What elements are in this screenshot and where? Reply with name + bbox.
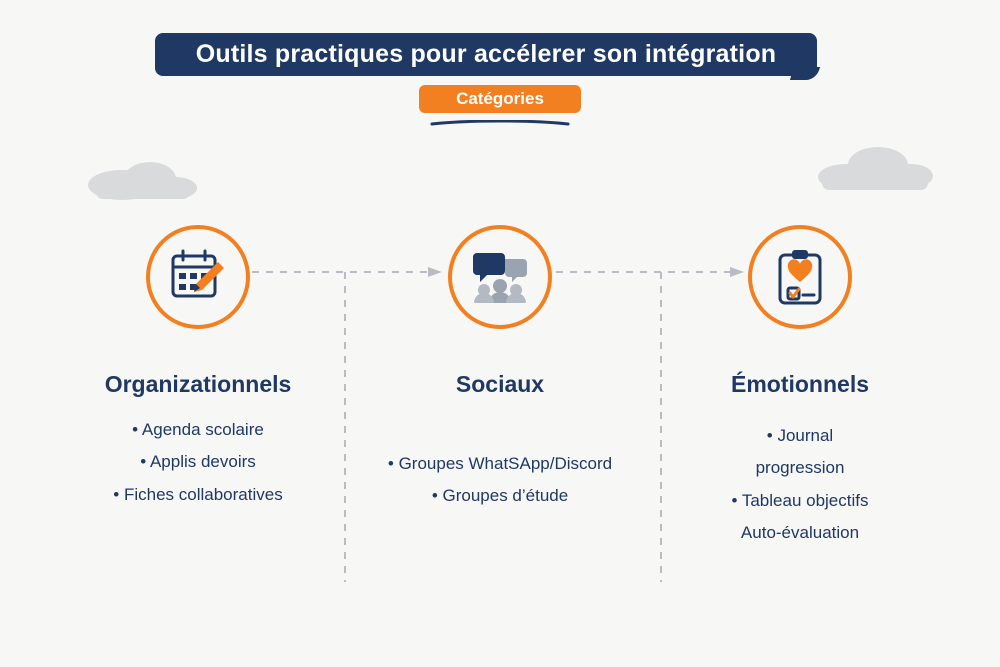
column-title: Émotionnels — [730, 371, 869, 397]
calendar-pencil-icon — [146, 225, 250, 329]
group-chat-icon — [448, 225, 552, 329]
list-item: • Journal — [766, 426, 834, 445]
subtitle-label: Catégories — [456, 89, 544, 108]
divider-line-1 — [344, 272, 346, 582]
column-title: Organizationnels — [104, 371, 292, 397]
cloud-left-icon — [88, 155, 198, 201]
column-bullet-list — [53, 414, 343, 511]
column-title: Sociaux — [455, 371, 545, 397]
list-item: Auto-évaluation — [740, 522, 860, 542]
page-title: Outils practiques pour accélerer son intégration — [195, 40, 777, 68]
category-column-sociaux — [355, 225, 645, 529]
subtitle-pill — [419, 85, 581, 113]
list-item: • Tableau objectifs — [731, 490, 869, 510]
title-banner-tail — [790, 67, 820, 80]
list-item: • Agenda scolaire — [132, 420, 264, 439]
list-item: • Fiches collaboratives — [113, 484, 283, 504]
clipboard-heart-icon — [748, 225, 852, 329]
page-title-banner — [155, 33, 817, 76]
column-bullet-list — [355, 448, 645, 513]
subtitle-underline — [430, 120, 570, 126]
list-item: • Groupes d’étude — [431, 486, 569, 506]
cloud-right-icon — [816, 143, 934, 195]
column-bullet-list — [655, 420, 945, 549]
category-column-organizationnels — [53, 225, 343, 527]
list-item: progression — [755, 458, 845, 478]
list-item: • Applis devoirs — [140, 452, 256, 472]
category-column-emotionnels — [655, 225, 945, 565]
list-item: • Groupes WhatSApp/Discord — [387, 454, 613, 473]
